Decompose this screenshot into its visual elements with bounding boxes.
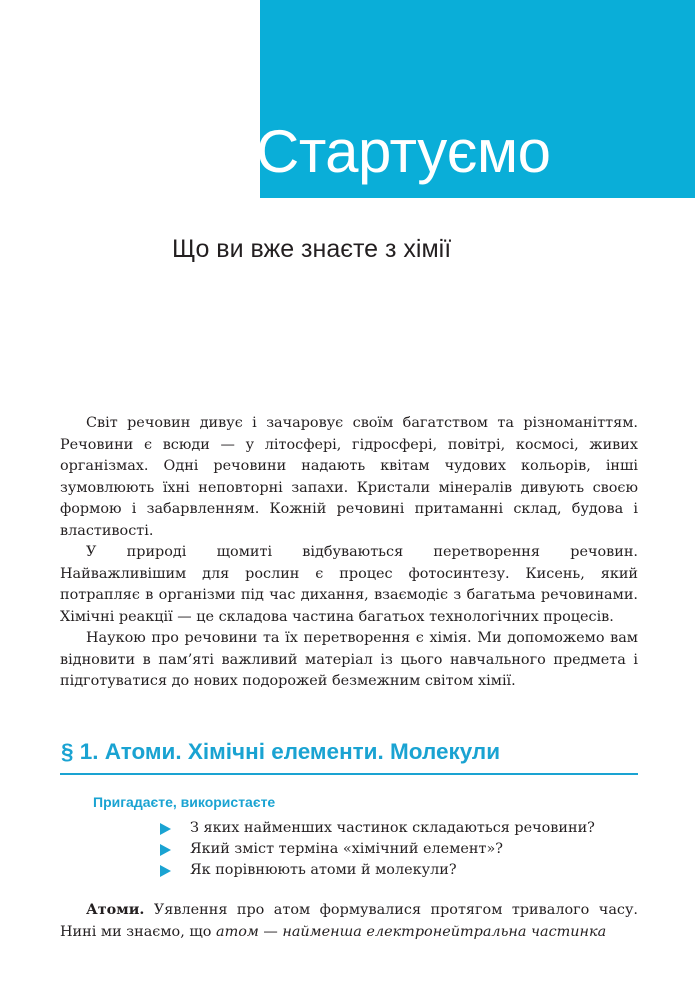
page-title: Стартуємо — [256, 118, 551, 185]
recall-questions — [160, 818, 595, 881]
list-item — [160, 860, 595, 881]
atom-definition: найменша електронейтральна частинка — [282, 923, 607, 940]
section-body-paragraph — [60, 899, 638, 943]
list-item — [160, 839, 595, 860]
triangle-bullet-icon — [160, 844, 171, 856]
intro-paragraph-1: Світ речовин дивує і зачаровує своїм багатством та різноманіттям. Речовини є всюди — у літосфері, гідросфері, повітрі, космосі, живих організмах. Одні речовини надають квітам чудових кольорів, інші зумовлюють їхні неповторні запахи. Кристали мінералів дивують своєю формою і забарвленням. Кожній речовині притаманні склад, будова і властивості. — [60, 415, 638, 539]
intro-paragraph-3: Наукою про речовини та їх перетворення є хімія. Ми допоможемо вам відновити в пам’яті важливий матеріал із цього навчального предмета і підготуватися до нових подорожей безмежним світом хімії. — [60, 630, 638, 689]
em-dash: — — [258, 923, 283, 940]
question-text: З яких найменших частинок складаються речовини? — [190, 820, 595, 836]
intro-text — [60, 413, 638, 693]
recall-heading: Пригадаєте, використаєте — [93, 794, 276, 810]
question-text: Як порівнюють атоми й молекули? — [190, 862, 457, 878]
list-item — [160, 818, 595, 839]
body-text: Уявлення про атом формувалися протягом тривалого часу. Нині ми знаємо, що — [60, 902, 638, 940]
section-heading: § 1. Атоми. Хімічні елементи. Молекули — [61, 739, 501, 764]
subheading-atoms: Атоми. — [86, 901, 145, 918]
triangle-bullet-icon — [160, 823, 171, 835]
section-divider — [60, 773, 638, 775]
triangle-bullet-icon — [160, 865, 171, 877]
intro-paragraph-2: У природі щомиті відбуваються перетворення речовин. Найважливішим для рослин є процес фотосинтезу. Кисень, який потрапляє в організми під час дихання, взаємодіє з багатьма речовинами. Хімічні реакції — це складова частина багатьох технологічних процесів. — [60, 544, 638, 625]
term-atom: атом — [215, 923, 259, 940]
question-text: Який зміст терміна «хімічний елемент»? — [190, 841, 503, 857]
page-subtitle: Що ви вже знаєте з хімії — [172, 235, 452, 263]
